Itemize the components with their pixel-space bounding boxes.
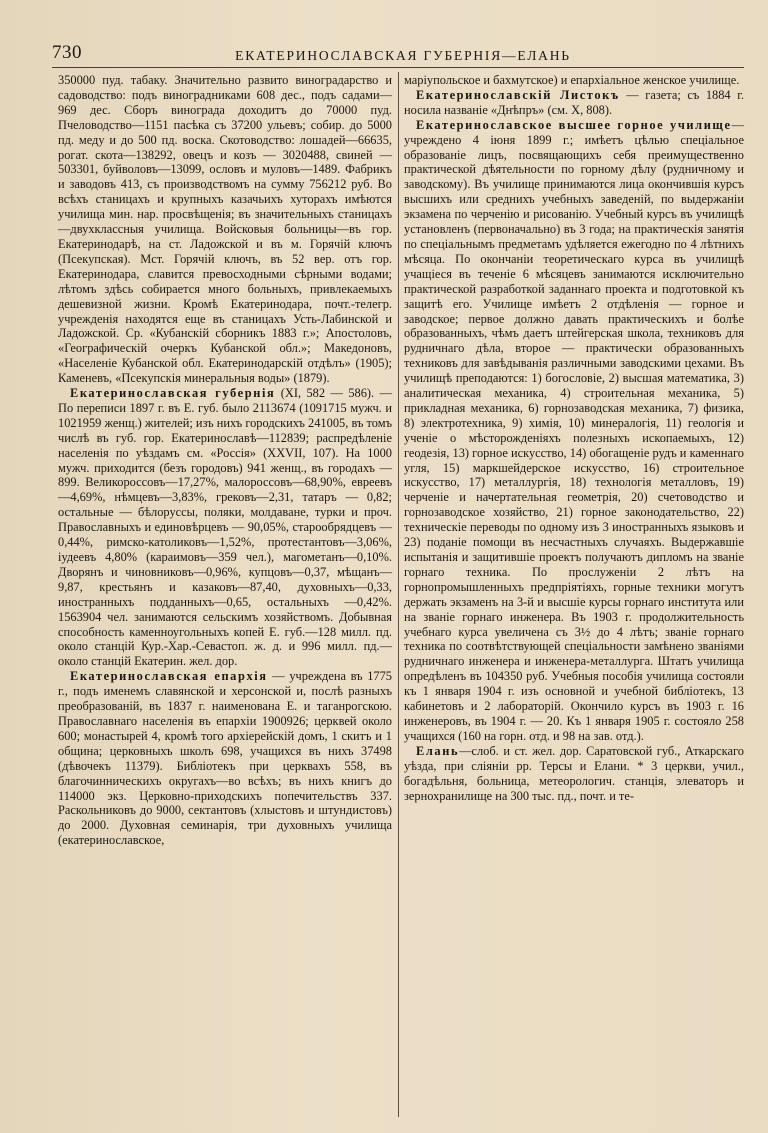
- left-column: [58, 73, 392, 848]
- column-divider: [398, 72, 399, 1117]
- article-ekaterinoslav-eparchy: [58, 669, 392, 848]
- article-ekaterinoslav-gubernia: [58, 386, 392, 669]
- article-text: (XI, 582 — 586). — По переписи 1897 г. въ Е. губ. было 2113674 (1091715 мужч. и 1021959 женщ.) жителей; изъ нихъ городскихъ 241005, въ томъ числѣ въ губ. гор. Екатеринославѣ—112839; распредѣленіе населенія по уѣздамъ см. «Россія» (XXVII, 107). На 1000 мужч. приходится (безъ городовъ) 941 женщ., въ городахъ — 899. Великороссовъ—17,27%, малороссовъ—68,90%, евреевъ—4,69%, нѣмцевъ—3,83%, грековъ—2,31, татаръ — 0,82; остальные — бѣлоруссы, поляки, молдаване, турки и проч. Православныхъ и единовѣрцевъ — 90,05%, старообрядцевъ — 0,44%, римско-католиковъ—1,52%, протестантовъ—3,06%, іудеевъ 4,80% (караимовъ—359 чел.), магометанъ—0,10%. Дворянъ и чиновниковъ—0,96%, купцовъ—0,37, мѣщанъ—9,87, крестьянъ и казаковъ—87,40, духовныхъ—0,33, иностранныхъ подданныхъ—0,65, остальныхъ —0,42%. 1563904 чел. занимаются сельскимъ хозяйствомъ. Добывная способность каменноугольныхъ копей Е. губ.—128 милл. пд. около станцій Кур.-Хар.-Севастоп. ж. д. и 996 милл. пд.—около станцій Екатерин. жел. дор.: [58, 386, 392, 669]
- headword: Екатеринославское высшее горное училище: [416, 117, 732, 132]
- article-text: —слоб. и ст. жел. дор. Саратовской губ., Аткарскаго уѣзда, при сліяніи рр. Терсы и Елани. * 3 церкви, учил., богадѣльня, больница, метеорологич. станція, элеваторъ и зернохранилище на 300 тыс. пд., почт. и те-: [404, 743, 744, 803]
- article-text: — газета; съ 1884 г. носила названіе «Днѣпръ» (см. X, 808).: [404, 87, 744, 117]
- header-rule: [52, 67, 744, 68]
- headword: Екатеринославскій Листокъ: [416, 87, 620, 102]
- article-continuation-kuban: 350000 пуд. табаку. Значительно развито виноградарство и садоводство: подъ виноградниками 608 дес., подъ садами—969 дес. Сборъ винограда доходитъ до 70000 пуд. Пчеловодство—1151 пасѣка съ 37200 ульевъ; собир. до 5000 пд. меду и до 500 пд. воска. Скотоводство: лошадей—66635, рогат. скота—138292, овецъ и козъ — 3020488, свиней — 503301, буйволовъ—13099, ословъ и муловъ—1489. Фабрикъ и заводовъ 413, съ производствомъ на сумму 756212 руб. Во всѣхъ станицахъ и крупныхъ казачьихъ хуторахъ имѣются училища мин. нар. просвѣщенія; въ значительныхъ станицахъ—двухклассныя училища. Войсковыя больницы—въ гор. Екатеринодарѣ, на ст. Ладожской и въ м. Горячій ключъ (Псекупская). Мст. Горячій ключъ, въ 52 вер. отъ гор. Екатеринодара, славится превосходными сѣрными водами; лѣтомъ здѣсь собирается много больныхъ, привлекаемыхъ дешевизной жизни. Кромѣ Екатеринодара, почт.-телегр. учрежденія находятся еще въ станицахъ Усть-Лабинской и Ладожской. Ср. «Кубанскій сборникъ 1883 г.»; Апостоловъ, «Географическій очеркъ Кубанской обл.»; Македоновъ, «Населеніе Кубанской обл. Екатеринодарскій отдѣлъ» (1905); Каменевъ, «Псекупскія минеральныя воды» (1879).: [58, 73, 392, 386]
- article-text: —учреждено 4 іюня 1899 г.; имѣетъ цѣлью спеціальное образованіе лицъ, посвящающихъ себя преимущественно практической дѣятельности по горному дѣлу (рудничному и заводскому). Въ училище принимаются лица окончившія курсъ высшихъ или среднихъ учебныхъ заведеній, по выдержаніи экзамена по черченію и рисованію. Учебный курсъ въ училищѣ установленъ (первоначально) въ 3 года; на практическія занятія по спеціальнымъ предметамъ удѣляется ежегодно по 4 лѣтнихъ мѣсяца. По окончаніи теоретическаго курса въ училищѣ учащіеся въ теченіе 6 мѣсяцевъ занимаются исключительно практической разработкой заданнаго проекта и подготовкой къ защитѣ его. Училище имѣетъ 2 отдѣленія — горное и заводское; первое должно давать практическихъ и болѣе образованныхъ, чѣмъ даетъ штейгерская школа, техниковъ для рудничнаго дѣла, второе — практически образованныхъ техниковъ для завѣдыванія различными заводскими цехами. Въ училищѣ преподаются: 1) богословіе, 2) высшая математика, 3) аналитическая механика, 4) строительная механика, 5) прикладная механика, 6) горнозаводская механика, 7) физика, 8) электротехника, 9) химія, 10) минералогія, 11) геологія и ученіе о мѣсторожденіяхъ полезныхъ ископаемыхъ, 12) геодезія, 13) горное искусство, 14) обогащеніе рудъ и каменнаго угля, 15) маркшейдерское искусство, 16) строительное искусство, 17) металлургія, 18) технологія металловъ, 19) черченіе и начертательная геометрія, 20) счетоводство и горнозаводское хозяйство, 21) горное законодательство, 22) техническіе переводы по одному изъ 3 иностранныхъ языковъ и 23) поданіе помощи въ несчастныхъ случаяхъ. Выдержавшіе испытанія и защитившіе проектъ получаютъ дипломъ на званіе горнаго техника. По прослуженіи 2 лѣтъ на горнопромышленныхъ предпріятіяхъ, горные техники могутъ держать экзаменъ на 3-й и высшіе курсы горнаго института или на званіе горнаго инженера. Въ 1903 г. продолжительность учебнаго курса увеличена съ 3½ до 4 лѣтъ; званіе горнаго техника по соотвѣтствующей спеціальности замѣнено званіями рудничнаго инженера и инженера-металлурга. Штатъ училища опредѣленъ въ 104350 руб. Учебныя пособія училища состояли къ 1 января 1904 г. изъ основной и учебной библіотекъ, 13 кабинетовъ и 2 лабораторій. Окончило курсъ въ 1903 г. 16 инженеровъ, въ 1904 г. — 20. Къ 1 января 1905 г. состояло 258 учащихся (160 на горн. отд. и 98 на зав. отд.).: [404, 117, 744, 743]
- article-ekaterinoslav-listok: [404, 88, 744, 118]
- right-column: [404, 73, 744, 803]
- headword: Екатеринославская епархія: [70, 669, 268, 684]
- running-head: ЕКАТЕРИНОСЛАВСКАЯ ГУБЕРНІЯ—ЕЛАНЬ: [235, 48, 571, 63]
- article-mining-school: [404, 118, 744, 744]
- page-number: 730: [52, 42, 82, 63]
- headword: Елань: [416, 743, 460, 758]
- article-continuation-eparchy: маріупольское и бахмутское) и епархіальное женское училище.: [404, 73, 740, 87]
- article-elan: [404, 744, 744, 804]
- page-header: [52, 38, 744, 64]
- article-text: — учреждена въ 1775 г., подъ именемъ славянской и херсонской и, послѣ разныхъ преобразованій, въ 1837 г. наименована Е. и таганрогскою. Православнаго населенія въ епархіи 1900926; церквей около 600; монастырей 4, кромѣ того архіерейскій домъ, 1 скитъ и 1 община; церковныхъ школъ 698, учащихся въ нихъ 37498 (дѣвочекъ 11379). Библіотекъ при церквахъ 558, въ благочинническихъ округахъ—во всѣхъ; въ нихъ книгъ до 114000 экз. Церковно-приходскихъ попечительствъ 337. Раскольниковъ до 9000, сектантовъ (хлыстовъ и штундистовъ) до 2000. Духовная семинарія, три духовныхъ училища (екатеринославское,: [58, 669, 392, 848]
- headword: Екатеринославская губернія: [70, 386, 276, 401]
